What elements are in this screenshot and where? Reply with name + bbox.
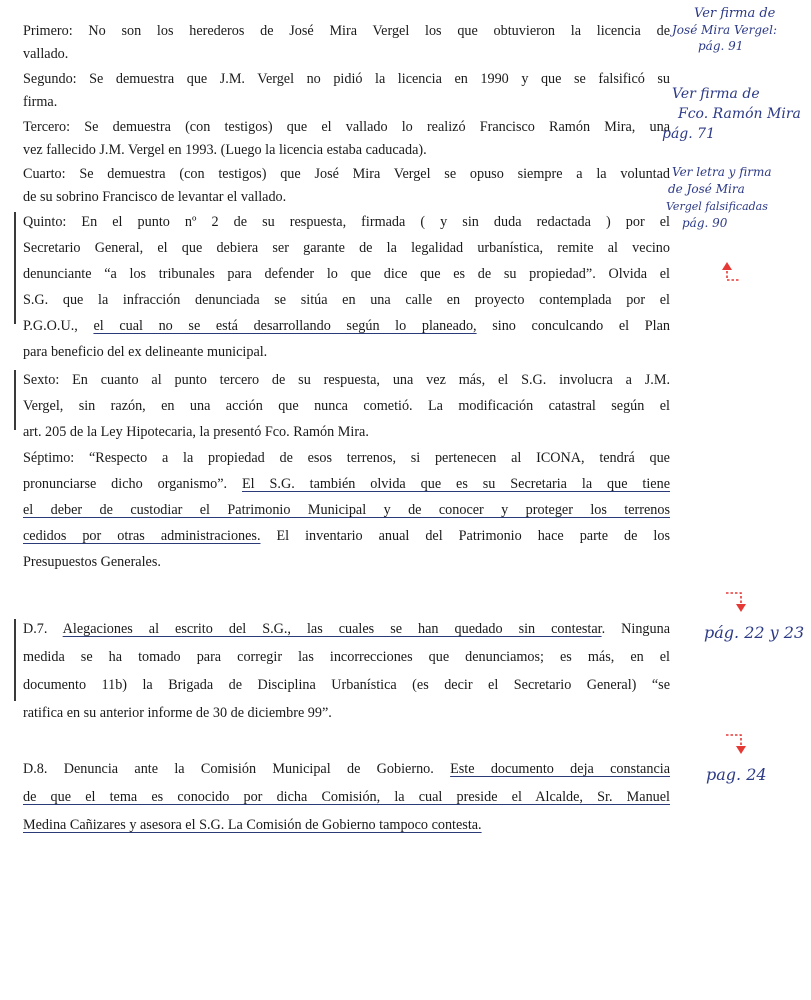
paragraph-cuarto-line: de su sobrino Francisco de levantar el vallado. (23, 189, 287, 205)
paragraph-cuarto-line: Cuarto: Se demuestra (con testigos) que José Mira Vergel se opuso siempre a la voluntad (23, 166, 670, 182)
note-line: de José Mira (668, 182, 745, 196)
underlined-phrase: el deber de custodiar el Patrimonio Municipal y de conocer y proteger los terrenos (23, 502, 670, 518)
red-pointer-up-icon (718, 262, 748, 290)
paragraph-primero-line: Primero: No son los herederos de José Mira Vergel los que obtuvieron la licencia de (23, 23, 670, 39)
paragraph-tercero-line: Tercero: Se demuestra (con testigos) que el vallado lo realizó Francisco Ramón Mira, una (23, 119, 670, 135)
paragraph-quinto-line: para beneficio del ex delineante municipal. (23, 344, 268, 360)
underlined-phrase: Alegaciones al escrito del S.G., las cuales se han quedado sin contestar (62, 621, 602, 637)
red-pointer-down-icon (722, 590, 752, 616)
paragraph-sexto-line: Vergel, sin razón, en una acción que nunca cometió. La modificación catastral según el (23, 398, 670, 414)
margin-bar-d7 (14, 619, 16, 701)
paragraph-d7-line: documento 11b) la Brigada de Disciplina Urbanística (es decir el Secretario General) “se (23, 677, 670, 693)
margin-bar-sexto (14, 370, 16, 430)
note-line: Fco. Ramón Mira (678, 106, 801, 122)
underlined-phrase: cedidos por otras administraciones. (23, 528, 261, 544)
paragraph-d7-line (23, 619, 670, 639)
paragraph-quinto-line: S.G. que la infracción denunciada se sitúa en una calle en proyecto contemplada por el (23, 292, 670, 308)
septimo-text-end: El inventario anual del Patrimonio hace parte de los (260, 528, 670, 544)
septimo-text-start: pronunciarse dicho organismo”. (23, 476, 242, 492)
paragraph-septimo-line: Séptimo: “Respecto a la propiedad de esos terrenos, si pertenecen al ICONA, tendrá que (23, 450, 670, 466)
margin-note-firma-fco-ramon-mira (662, 84, 801, 144)
margin-note-pag-22-23: pág. 22 y 23 (704, 623, 805, 642)
underlined-phrase: el cual no se está desarrollando según lo planeado, (93, 318, 477, 334)
note-line: pág. 91 (698, 39, 744, 53)
quinto-text-start: P.G.O.U., (23, 318, 94, 334)
paragraph-sexto-line: Sexto: En cuanto al punto tercero de su respuesta, una vez más, el S.G. involucra a J.M. (23, 372, 670, 388)
note-line: pág. 71 (662, 126, 715, 142)
underlined-phrase: Este documento deja constancia (450, 761, 670, 777)
paragraph-d8-line (23, 759, 670, 779)
note-line: Vergel falsificadas (666, 200, 768, 213)
note-line: Ver firma de (694, 6, 776, 21)
red-pointer-down-icon (722, 732, 752, 758)
paragraph-quinto-line: denunciante “a los tribunales para defender lo que dice que es de su propiedad”. Olvida el (23, 266, 670, 282)
paragraph-septimo-line (23, 526, 670, 546)
paragraph-quinto-line: Secretario General, el que debiera ser garante de la legalidad urbanística, remite al vecino (23, 240, 670, 256)
underlined-phrase: Medina Cañizares y asesora el S.G. La Comisión de Gobierno tampoco contesta. (23, 817, 482, 833)
note-line: pág. 90 (682, 216, 728, 230)
paragraph-quinto-line: Quinto: En el punto nº 2 de su respuesta, firmada ( y sin duda redactada ) por el (23, 214, 670, 230)
paragraph-d8-line (23, 815, 482, 835)
quinto-text-end: sino conculcando el Plan (476, 318, 670, 334)
margin-note-pag-24: pag. 24 (706, 765, 767, 784)
d7-label: D.7. (23, 621, 63, 637)
paragraph-septimo-line (23, 474, 670, 494)
underlined-phrase: El S.G. también olvida que es su Secretaria la que tiene (242, 476, 670, 492)
paragraph-septimo-line (23, 500, 670, 520)
paragraph-d7-line: ratifica en su anterior informe de 30 de diciembre 99”. (23, 705, 332, 721)
margin-bar-quinto (14, 212, 16, 324)
paragraph-d7-line: medida se ha tomado para corregir las incorrecciones que denunciamos; es más, en el (23, 649, 670, 665)
note-line: Ver letra y firma (672, 165, 772, 179)
paragraph-quinto-line (23, 316, 670, 336)
underlined-phrase: de que el tema es conocido por dicha Comisión, la cual preside el Alcalde, Sr. Manuel (23, 789, 670, 805)
paragraph-primero-line: vallado. (23, 46, 69, 62)
paragraph-segundo-line: Segundo: Se demuestra que J.M. Vergel no pidió la licencia en 1990 y que se falsificó su (23, 71, 670, 87)
d8-text-start: D.8. Denuncia ante la Comisión Municipal de Gobierno. (23, 761, 451, 777)
margin-note-letra-falsificada (668, 164, 772, 232)
margin-note-firma-jose-mira-vergel (672, 6, 777, 54)
paragraph-septimo-line: Presupuestos Generales. (23, 554, 161, 570)
paragraph-segundo-line: firma. (23, 94, 58, 110)
note-line: José Mira Vergel: (672, 23, 778, 37)
note-line: Ver firma de (672, 86, 760, 102)
paragraph-tercero-line: vez fallecido J.M. Vergel en 1993. (Luego la licencia estaba caducada). (23, 142, 427, 158)
paragraph-d8-line (23, 787, 670, 807)
d7-text-end: . Ninguna (601, 621, 670, 637)
paragraph-sexto-line: art. 205 de la Ley Hipotecaria, la presentó Fco. Ramón Mira. (23, 424, 369, 440)
